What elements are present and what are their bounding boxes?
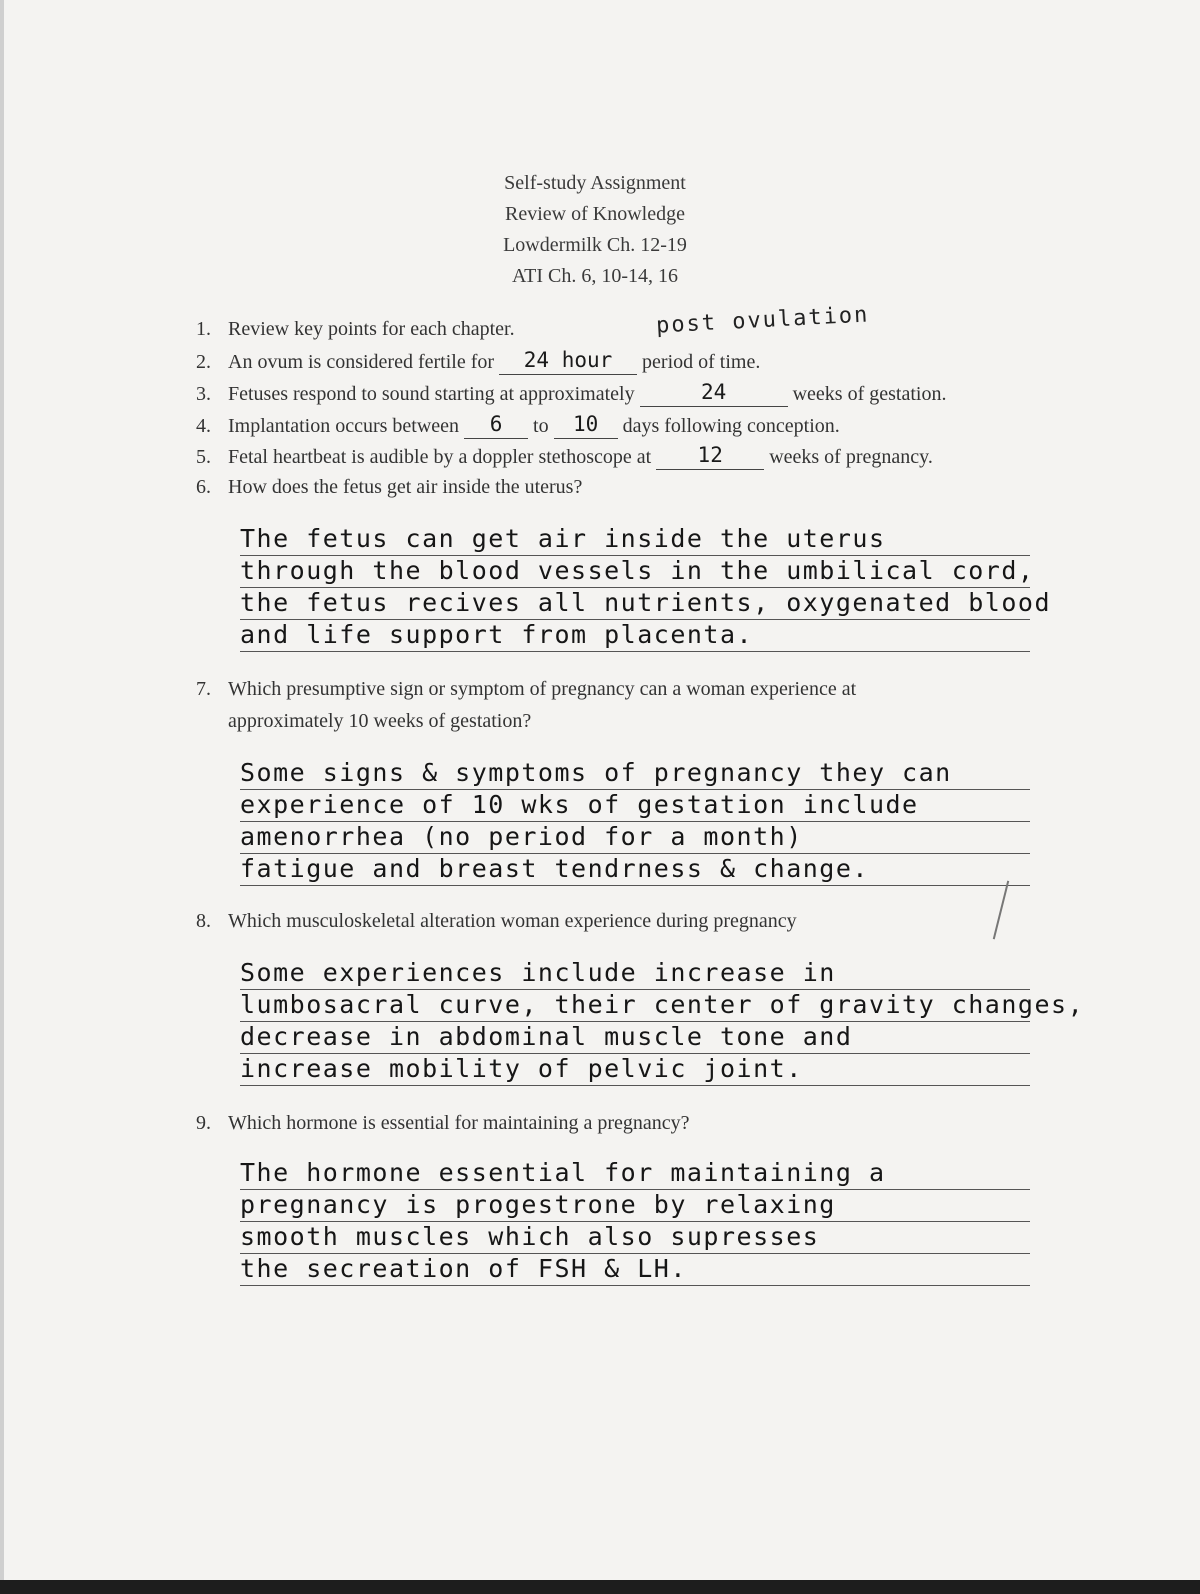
answer-line: increase mobility of pelvic joint. xyxy=(240,1054,1030,1086)
question-text-mid: to xyxy=(533,415,549,437)
handwritten-answer: 12 xyxy=(697,443,723,467)
header-line-3: Lowdermilk Ch. 12-19 xyxy=(503,234,687,256)
question-text: Implantation occurs between xyxy=(228,415,460,437)
answer-line: and life support from placenta. xyxy=(240,620,1030,652)
question-text-end: period of time. xyxy=(642,351,761,373)
answer-line: the secreation of FSH & LH. xyxy=(240,1254,1030,1286)
question-number: 7. xyxy=(196,678,211,700)
header-line-2: Review of Knowledge xyxy=(505,203,685,225)
question-number: 9. xyxy=(196,1112,211,1134)
answer-line: The fetus can get air inside the uterus xyxy=(240,524,1030,556)
question-9 xyxy=(196,1112,690,1135)
handwritten-answer: 24 xyxy=(700,380,727,404)
question-5 xyxy=(196,444,933,470)
pen-stroke xyxy=(993,881,1009,940)
question-text: An ovum is considered fertile for xyxy=(228,351,495,373)
question-text: Fetal heartbeat is audible by a doppler stethoscope at xyxy=(228,446,652,468)
question-number: 4. xyxy=(196,415,211,437)
question-number: 6. xyxy=(196,476,211,498)
question-number: 3. xyxy=(196,383,211,405)
question-text-end: weeks of pregnancy. xyxy=(769,446,933,468)
answer-block-8[interactable] xyxy=(240,958,1085,1086)
question-text: Fetuses respond to sound starting at approximately xyxy=(228,383,635,405)
handwritten-answer: 6 xyxy=(489,412,503,436)
question-text: How does the fetus get air inside the uterus? xyxy=(228,476,583,498)
question-1 xyxy=(196,318,515,341)
answer-blank-1[interactable] xyxy=(464,413,528,439)
header-line-1: Self-study Assignment xyxy=(504,172,686,194)
answer-line: through the blood vessels in the umbilical cord, xyxy=(240,556,1030,588)
answer-line: Some experiences include increase in xyxy=(240,958,1030,990)
answer-line: experience of 10 wks of gestation include xyxy=(240,790,1030,822)
scan-bottom-edge xyxy=(0,1580,1200,1594)
question-7 xyxy=(196,678,856,701)
question-2 xyxy=(196,349,760,375)
answer-line: lumbosacral curve, their center of gravity changes, xyxy=(240,990,1030,1022)
question-4 xyxy=(196,413,840,439)
answer-line: the fetus recives all nutrients, oxygenated blood xyxy=(240,588,1030,620)
document-header xyxy=(0,168,1200,292)
question-text-end: days following conception. xyxy=(622,415,840,437)
question-text: Review key points for each chapter. xyxy=(228,318,515,340)
question-3 xyxy=(196,381,946,407)
question-text: Which hormone is essential for maintaining a pregnancy? xyxy=(228,1112,690,1134)
answer-blank-2[interactable] xyxy=(554,413,618,439)
question-number: 8. xyxy=(196,910,211,932)
handwritten-answer: 10 xyxy=(572,412,599,436)
question-7-line-2 xyxy=(228,710,531,733)
handwritten-note: post ovulation xyxy=(655,302,870,339)
answer-blank[interactable] xyxy=(499,349,637,375)
handwritten-answer: 24 hour xyxy=(523,348,613,372)
answer-line: pregnancy is progestrone by relaxing xyxy=(240,1190,1030,1222)
answer-line: Some signs & symptoms of pregnancy they can xyxy=(240,758,1030,790)
question-text-end: weeks of gestation. xyxy=(792,383,947,405)
answer-block-9[interactable] xyxy=(240,1158,1030,1286)
answer-block-6[interactable] xyxy=(240,524,1052,652)
question-6 xyxy=(196,476,582,499)
header-line-4: ATI Ch. 6, 10-14, 16 xyxy=(511,265,679,287)
question-8 xyxy=(196,910,797,933)
question-number: 5. xyxy=(196,446,211,468)
question-text: Which presumptive sign or symptom of pregnancy can a woman experience at xyxy=(228,678,857,700)
question-text: approximately 10 weeks of gestation? xyxy=(228,710,532,732)
answer-line: smooth muscles which also supresses xyxy=(240,1222,1030,1254)
answer-line: fatigue and breast tendrness & change. xyxy=(240,854,1030,886)
answer-blank[interactable] xyxy=(656,444,764,470)
answer-blank[interactable] xyxy=(640,381,788,407)
question-number: 2. xyxy=(196,351,211,373)
answer-block-7[interactable] xyxy=(240,758,1030,886)
question-text: Which musculoskeletal alteration woman experience during pregnancy xyxy=(228,910,797,932)
answer-line: The hormone essential for maintaining a xyxy=(240,1158,1030,1190)
answer-line: amenorrhea (no period for a month) xyxy=(240,822,1030,854)
answer-line: decrease in abdominal muscle tone and xyxy=(240,1022,1030,1054)
question-number: 1. xyxy=(196,318,211,340)
